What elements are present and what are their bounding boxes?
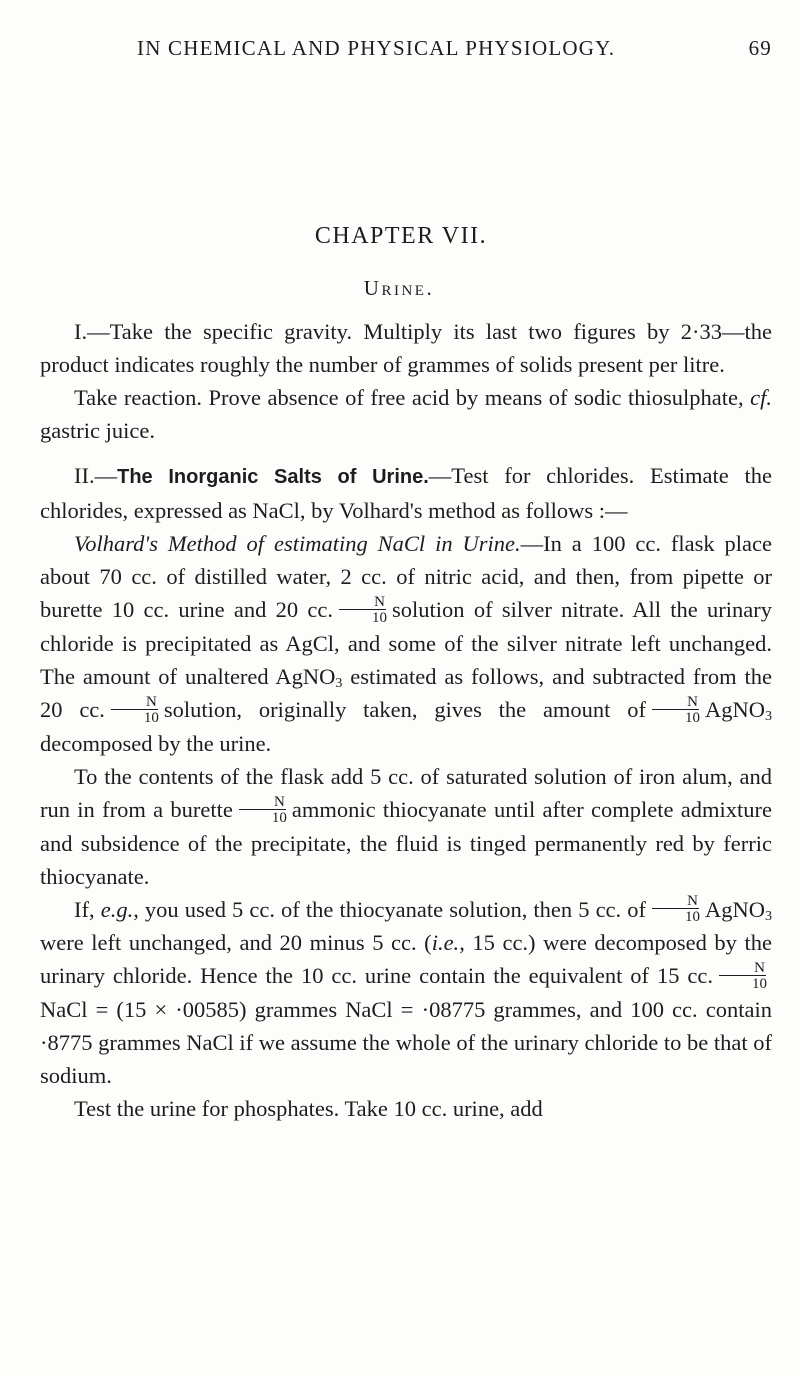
paragraph-inorganic-salts: II.—The Inorganic Salts of Urine.—Test for chlorides. Estimate the chlorides, expressed as NaCl, by Volhard's method as follows :— [40,463,772,523]
paragraph-reaction: Take reaction. Prove absence of free acid by means of sodic thiosulphate, cf. gastric juice. [40,385,772,443]
fraction-n-10: $\frac{N}{10}$ [338,595,387,625]
chapter-subtitle: Urine. [363,276,435,300]
fraction-n-10: $\frac{N}{10}$ [651,695,700,725]
paragraph-phosphates: Test the urine for phosphates. Take 10 cc. urine, add [74,1096,543,1122]
fraction-n-10: $\frac{N}{10}$ [718,961,767,991]
paragraph-volhard-method: Volhard's Method of estimating NaCl in Urine.—In a 100 cc. flask place about 70 cc. of distilled water, 2 cc. of nitric acid, and then, from pipette or burette 10 cc. urine and 20 cc. $\frac{N}{10}$ solution of silver nitrate. All the urinary chloride is precipitated as AgCl, and some of the silver nitrate left unchanged. The amount of unaltered AgNO$_3$ estimated as follows, and subtracted from the 20 cc. $\frac{N}{10}$ solution, originally taken, gives the amount of $\frac{N}{10}$ AgNO$_3$ decomposed by the urine. [40,531,773,756]
paragraph-iron-alum: To the contents of the flask add 5 cc. of saturated solution of iron alum, and run in from a burette $\frac{N}{10}$ ammonic thiocyanate until after complete admixture and subsidence of the precipitate, the fluid is tinged permanently red by ferric thiocyanate. [40,763,772,889]
running-title: IN CHEMICAL AND PHYSICAL PHYSIOLOGY. [137,36,616,60]
fraction-n-10: $\frac{N}{10}$ [110,695,159,725]
running-head [137,36,772,61]
paragraph-specific-gravity: I.—Take the specific gravity. Multiply its last two figures by 2·33—the product indicates roughly the number of grammes of solids present per litre. [40,319,772,377]
fraction-n-10: $\frac{N}{10}$ [651,894,700,924]
paragraph-worked-example: If, e.g., you used 5 cc. of the thiocyanate solution, then 5 cc. of $\frac{N}{10}$ AgNO$_3$ were left unchanged, and 20 minus 5 cc. (i.e., 15 cc.) were decomposed by the urinary chloride. Hence the 10 cc. urine contain the equivalent of 15 cc. $\frac{N}{10}$ NaCl = (15 × ·00585) grammes NaCl = ·08775 grammes, and 100 cc. contain ·8775 grammes NaCl if we assume the whole of the urinary chloride to be that of sodium. [40,893,772,1089]
body-text [40,315,772,1125]
book-page [40,36,772,1125]
page-number: 69 [748,36,772,60]
chapter-title: CHAPTER VII. [314,223,488,249]
fraction-n-10: $\frac{N}{10}$ [238,795,287,825]
